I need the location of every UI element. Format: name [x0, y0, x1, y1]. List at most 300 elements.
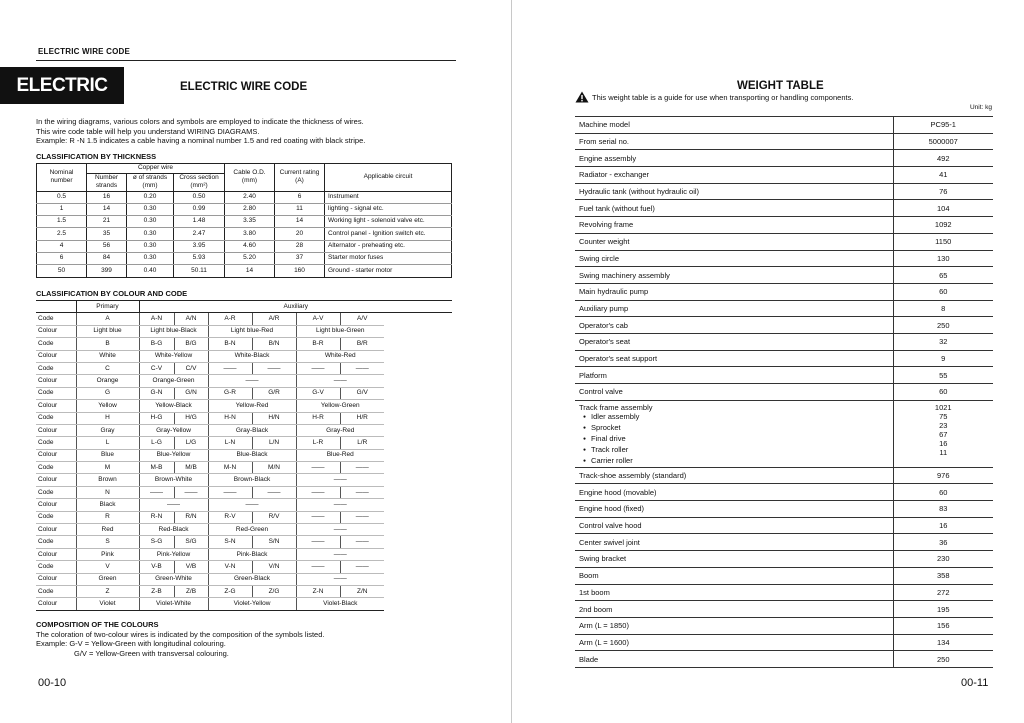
right-page [513, 0, 1024, 723]
table-cell: 160 [275, 265, 325, 277]
col-nominal: Nominal number [37, 164, 87, 192]
sub-item: ● Carrier roller [583, 456, 889, 467]
table-row [37, 252, 452, 264]
warning-text: This weight table is a guide for use when transporting or handling components. [592, 92, 854, 102]
primary-header: Primary [76, 301, 139, 313]
primary-code: R [76, 511, 139, 523]
table-cell: 0.40 [127, 265, 174, 277]
aux-colour: Gray-Red [296, 424, 384, 436]
aux-code-trans: —— [340, 511, 384, 523]
row-label: Code [36, 437, 76, 449]
table-cell: Control panel - Ignition switch etc. [325, 228, 452, 240]
primary-colour: Orange [76, 375, 139, 387]
weight-row [575, 283, 993, 300]
weight-row [575, 501, 993, 518]
aux-code-trans: B/N [252, 338, 296, 350]
aux-colour: Red-Green [208, 524, 296, 536]
colour-row [36, 400, 452, 412]
weight-value: 250 [893, 317, 993, 334]
weight-row [575, 150, 993, 167]
aux-colour: —— [296, 474, 384, 486]
row-label: Code [36, 412, 76, 424]
aux-colour: Green-Black [208, 573, 296, 585]
auxiliary-header: Auxiliary [139, 301, 452, 313]
aux-colour: Orange-Green [139, 375, 208, 387]
aux-code-trans: C/V [174, 362, 208, 374]
aux-code-trans: H/G [174, 412, 208, 424]
aux-code-trans: G/N [174, 387, 208, 399]
weight-row [575, 233, 993, 250]
weight-row [575, 367, 993, 384]
code-row [36, 536, 452, 548]
weight-row [575, 167, 993, 184]
weight-row [575, 333, 993, 350]
weight-item: Track-shoe assembly (standard) [575, 467, 893, 484]
aux-code-long: A-R [208, 313, 252, 325]
table-cell: 35 [87, 228, 127, 240]
aux-code-long: S-N [208, 536, 252, 548]
weight-value: 65 [893, 267, 993, 284]
weight-value: 1150 [893, 233, 993, 250]
colour-row [36, 325, 452, 337]
primary-code: A [76, 313, 139, 325]
aux-code-trans: B/R [340, 338, 384, 350]
primary-code: N [76, 486, 139, 498]
weight-row [575, 467, 993, 484]
aux-colour: Violet-Yellow [208, 598, 296, 610]
aux-colour: —— [208, 499, 296, 511]
thickness-table [36, 163, 452, 278]
aux-code-trans: G/R [252, 387, 296, 399]
row-label: Colour [36, 350, 76, 362]
code-row [36, 362, 452, 374]
row-label: Colour [36, 424, 76, 436]
row-label: Colour [36, 325, 76, 337]
row-label: Colour [36, 474, 76, 486]
col-cable-od: Cable O.D. (mm) [225, 164, 275, 192]
aux-code-trans: S/N [252, 536, 296, 548]
table-row [37, 203, 452, 215]
primary-code: L [76, 437, 139, 449]
weight-item: Engine hood (fixed) [575, 501, 893, 518]
table-cell: 14 [275, 216, 325, 228]
weight-value: 60 [893, 283, 993, 300]
aux-code-long: H-R [296, 412, 340, 424]
aux-code-long: —— [296, 462, 340, 474]
weight-item: Arm (L = 1600) [575, 634, 893, 651]
composition-example: Example: G-V = Yellow-Green with longitudinal colouring. [36, 639, 226, 648]
aux-colour: Pink-Black [208, 548, 296, 560]
table-cell: 2.80 [225, 203, 275, 215]
aux-colour: —— [296, 573, 384, 585]
weight-value: 134 [893, 634, 993, 651]
table-cell: Ground - starter motor [325, 265, 452, 277]
aux-code-long: —— [296, 486, 340, 498]
aux-code-trans: L/G [174, 437, 208, 449]
sub-item: ● Idler assembly [583, 412, 889, 423]
page-number: 00-11 [961, 677, 989, 689]
table-cell: 84 [87, 252, 127, 264]
primary-code: C [76, 362, 139, 374]
weight-row [575, 617, 993, 634]
composition-section [36, 620, 325, 658]
sub-value: 11 [939, 447, 948, 457]
weight-value: 32 [893, 333, 993, 350]
aux-code-trans: —— [174, 486, 208, 498]
aux-colour: Green-White [139, 573, 208, 585]
aux-code-long: A-V [296, 313, 340, 325]
aux-code-trans: A/R [252, 313, 296, 325]
track-frame-label: Track frame assembly [579, 402, 653, 412]
aux-code-long: M-B [139, 462, 174, 474]
weight-item: From serial no. [575, 133, 893, 150]
aux-code-long: R-N [139, 511, 174, 523]
aux-code-long: M-N [208, 462, 252, 474]
aux-code-trans: R/V [252, 511, 296, 523]
weight-row [575, 317, 993, 334]
composition-heading: COMPOSITION OF THE COLOURS [36, 620, 159, 629]
aux-colour: Yellow-Red [208, 400, 296, 412]
primary-colour: Brown [76, 474, 139, 486]
aux-code-trans: H/N [252, 412, 296, 424]
row-label: Code [36, 387, 76, 399]
weight-row [575, 534, 993, 551]
weight-value: 41 [893, 167, 993, 184]
weight-item: Hydraulic tank (without hydraulic oil) [575, 183, 893, 200]
unit-label: Unit: kg [969, 104, 992, 111]
table-row [37, 265, 452, 277]
aux-code-trans: V/N [252, 561, 296, 573]
table-cell: 16 [87, 191, 127, 203]
warning-note [575, 91, 853, 103]
aux-code-long: S-G [139, 536, 174, 548]
aux-code-trans: R/N [174, 511, 208, 523]
table-cell: 4.60 [225, 240, 275, 252]
table-cell: 399 [87, 265, 127, 277]
primary-code: G [76, 387, 139, 399]
weight-row [575, 551, 993, 568]
aux-code-trans: Z/N [340, 585, 384, 597]
weight-item: Main hydraulic pump [575, 283, 893, 300]
aux-colour: Light blue-Red [208, 325, 296, 337]
table-cell: 50 [37, 265, 87, 277]
weight-item: Engine assembly [575, 150, 893, 167]
table-cell: 1 [37, 203, 87, 215]
aux-colour: Brown-White [139, 474, 208, 486]
weight-value: 272 [893, 584, 993, 601]
weight-row [575, 300, 993, 317]
aux-code-long: B-G [139, 338, 174, 350]
table-cell: lighting - signal etc. [325, 203, 452, 215]
warning-icon [575, 91, 589, 103]
col-applicable-circuit: Applicable circuit [325, 164, 452, 192]
weight-item: Operator's seat [575, 333, 893, 350]
weight-row [575, 384, 993, 401]
primary-colour: Light blue [76, 325, 139, 337]
code-row [36, 387, 452, 399]
colour-row [36, 598, 452, 610]
aux-colour: —— [296, 548, 384, 560]
sub-item: ● Final drive [583, 434, 889, 445]
table-cell: 0.30 [127, 203, 174, 215]
weight-value: 55 [893, 367, 993, 384]
aux-code-long: Z-B [139, 585, 174, 597]
thickness-heading: CLASSIFICATION BY THICKNESS [36, 152, 157, 161]
weight-row [575, 183, 993, 200]
aux-colour: Light blue-Green [296, 325, 384, 337]
aux-code-trans: M/N [252, 462, 296, 474]
primary-colour: White [76, 350, 139, 362]
weight-row [575, 634, 993, 651]
colour-row [36, 499, 452, 511]
aux-code-long: V-N [208, 561, 252, 573]
aux-code-trans: M/B [174, 462, 208, 474]
cross-section-unit: (mm²) [190, 182, 208, 189]
aux-code-trans: —— [340, 486, 384, 498]
colour-row [36, 350, 452, 362]
weight-table [575, 116, 993, 668]
code-row [36, 412, 452, 424]
aux-code-long: —— [296, 362, 340, 374]
aux-colour: Gray-Yellow [139, 424, 208, 436]
table-cell: 21 [87, 216, 127, 228]
aux-code-long: H-N [208, 412, 252, 424]
weight-item: Control valve hood [575, 517, 893, 534]
table-cell: 50.11 [174, 265, 225, 277]
track-frame-value: 1021 [934, 402, 952, 412]
table-cell: 0.99 [174, 203, 225, 215]
aux-colour: Yellow-Black [139, 400, 208, 412]
aux-code-trans: L/N [252, 437, 296, 449]
weight-item: Platform [575, 367, 893, 384]
sub-items [579, 412, 889, 467]
weight-value: 76 [893, 183, 993, 200]
aux-code-trans: —— [340, 561, 384, 573]
row-label: Code [36, 338, 76, 350]
code-row [36, 511, 452, 523]
sub-item: ● Track roller [583, 445, 889, 456]
corner-cell [36, 301, 76, 313]
table-cell: 5.20 [225, 252, 275, 264]
aux-colour: Blue-Black [208, 449, 296, 461]
primary-code: V [76, 561, 139, 573]
code-row [36, 338, 452, 350]
colour-row [36, 474, 452, 486]
table-cell: 1.5 [37, 216, 87, 228]
aux-code-long: Z-G [208, 585, 252, 597]
sub-value: 16 [939, 438, 948, 448]
weight-row [575, 200, 993, 217]
colour-row [36, 449, 452, 461]
aux-code-long: L-G [139, 437, 174, 449]
row-label: Colour [36, 375, 76, 387]
weight-row [575, 217, 993, 234]
aux-colour: Yellow-Green [296, 400, 384, 412]
primary-colour: Gray [76, 424, 139, 436]
table-cell: 2.47 [174, 228, 225, 240]
table-cell: 5.93 [174, 252, 225, 264]
weight-item: 2nd boom [575, 601, 893, 618]
aux-code-long: B-N [208, 338, 252, 350]
aux-colour: White-Yellow [139, 350, 208, 362]
table-cell: 2.5 [37, 228, 87, 240]
table-cell: 2.40 [225, 191, 275, 203]
table-cell: 4 [37, 240, 87, 252]
aux-colour: Pink-Yellow [139, 548, 208, 560]
weight-value: 83 [893, 501, 993, 518]
weight-value: 156 [893, 617, 993, 634]
table-cell: Alternator - preheating etc. [325, 240, 452, 252]
row-label: Colour [36, 400, 76, 412]
table-cell: 6 [37, 252, 87, 264]
code-row [36, 313, 452, 325]
aux-code-long: B-R [296, 338, 340, 350]
weight-row [575, 517, 993, 534]
table-cell: Instrument [325, 191, 452, 203]
weight-item: Control valve [575, 384, 893, 401]
aux-code-long: —— [208, 486, 252, 498]
aux-code-trans: A/V [340, 313, 384, 325]
colour-row [36, 375, 452, 387]
aux-code-trans: —— [340, 362, 384, 374]
aux-code-long: —— [208, 362, 252, 374]
weight-value: PC95-1 [893, 117, 993, 134]
primary-code: B [76, 338, 139, 350]
section-tab: ELECTRIC [0, 67, 124, 104]
colour-row [36, 424, 452, 436]
row-label: Colour [36, 499, 76, 511]
table-cell: 56 [87, 240, 127, 252]
weight-item: Blade [575, 651, 893, 668]
table-cell: 6 [275, 191, 325, 203]
composition-example: G/V = Yellow-Green with transversal colouring. [74, 648, 229, 658]
aux-code-trans: H/R [340, 412, 384, 424]
weight-value: 195 [893, 601, 993, 618]
primary-code: H [76, 412, 139, 424]
weight-row [575, 584, 993, 601]
aux-colour: Violet-White [139, 598, 208, 610]
weight-value: 492 [893, 150, 993, 167]
page-title: ELECTRIC WIRE CODE [180, 81, 308, 93]
table-cell: 0.30 [127, 240, 174, 252]
aux-code-long: G-V [296, 387, 340, 399]
weight-value: 8 [893, 300, 993, 317]
weight-value: 130 [893, 250, 993, 267]
aux-code-long: —— [296, 561, 340, 573]
aux-code-trans: Z/G [252, 585, 296, 597]
aux-code-trans: —— [340, 462, 384, 474]
row-label: Code [36, 536, 76, 548]
aux-colour: Violet-Black [296, 598, 384, 610]
weight-row [575, 567, 993, 584]
col-strands: Number strands [87, 173, 127, 191]
aux-colour: —— [208, 375, 296, 387]
aux-code-long: Z-N [296, 585, 340, 597]
row-label: Colour [36, 548, 76, 560]
weight-item: Radiator - exchanger [575, 167, 893, 184]
weight-row [575, 484, 993, 501]
sub-value: 75 [939, 411, 948, 421]
aux-code-long: —— [139, 486, 174, 498]
primary-colour: Red [76, 524, 139, 536]
weight-row [575, 350, 993, 367]
primary-code: S [76, 536, 139, 548]
aux-code-trans: L/R [340, 437, 384, 449]
table-cell: 0.5 [37, 191, 87, 203]
table-row [37, 216, 452, 228]
aux-code-long: —— [296, 536, 340, 548]
aux-code-long: A-N [139, 313, 174, 325]
aux-code-long: V-B [139, 561, 174, 573]
col-strand-diameter: ø of strands (mm) [127, 173, 174, 191]
row-label: Code [36, 486, 76, 498]
intro-line: In the wiring diagrams, various colors and symbols are employed to indicate the thickness of wires. [36, 117, 364, 126]
table-cell: 0.50 [174, 191, 225, 203]
weight-row [575, 250, 993, 267]
weight-row [575, 267, 993, 284]
colour-heading: CLASSIFICATION BY COLOUR AND CODE [36, 289, 188, 298]
sub-value: 23 [939, 420, 948, 430]
colour-row [36, 573, 452, 585]
aux-code-trans: —— [340, 536, 384, 548]
aux-colour: White-Black [208, 350, 296, 362]
table-cell: Starter motor fuses [325, 252, 452, 264]
weight-item: Machine model [575, 117, 893, 134]
aux-code-trans: A/N [174, 313, 208, 325]
table-cell: 11 [275, 203, 325, 215]
row-label: Colour [36, 573, 76, 585]
aux-colour: Light blue-Black [139, 325, 208, 337]
weight-value: 104 [893, 200, 993, 217]
aux-colour: Brown-Black [208, 474, 296, 486]
primary-colour: Yellow [76, 400, 139, 412]
aux-colour: White-Red [296, 350, 384, 362]
weight-value: 976 [893, 467, 993, 484]
intro-line: Example: R -N 1.5 indicates a cable having a nominal number 1.5 and red coating with black stripe. [36, 136, 366, 145]
table-row [37, 240, 452, 252]
table-cell: 14 [225, 265, 275, 277]
primary-colour: Blue [76, 449, 139, 461]
row-label: Code [36, 511, 76, 523]
table-cell: Working light - solenoid valve etc. [325, 216, 452, 228]
aux-colour: —— [296, 375, 384, 387]
table-row [37, 228, 452, 240]
aux-code-long: R-V [208, 511, 252, 523]
aux-colour: —— [296, 524, 384, 536]
aux-code-long: H-G [139, 412, 174, 424]
weight-item: Operator's cab [575, 317, 893, 334]
table-cell: 37 [275, 252, 325, 264]
sub-value: 67 [939, 429, 948, 439]
weight-value: 1092 [893, 217, 993, 234]
primary-colour: Violet [76, 598, 139, 610]
aux-code-long: G-R [208, 387, 252, 399]
code-row [36, 437, 452, 449]
aux-colour: Blue-Red [296, 449, 384, 461]
row-label: Colour [36, 524, 76, 536]
primary-code: M [76, 462, 139, 474]
weight-item: Center swivel joint [575, 534, 893, 551]
table-cell: 3.95 [174, 240, 225, 252]
colour-row [36, 548, 452, 560]
aux-code-long: G-N [139, 387, 174, 399]
aux-code-trans: B/G [174, 338, 208, 350]
col-current-rating: Current rating (A) [275, 164, 325, 192]
table-cell: 3.80 [225, 228, 275, 240]
aux-code-long: L-N [208, 437, 252, 449]
weight-row [575, 651, 993, 668]
primary-colour: Green [76, 573, 139, 585]
